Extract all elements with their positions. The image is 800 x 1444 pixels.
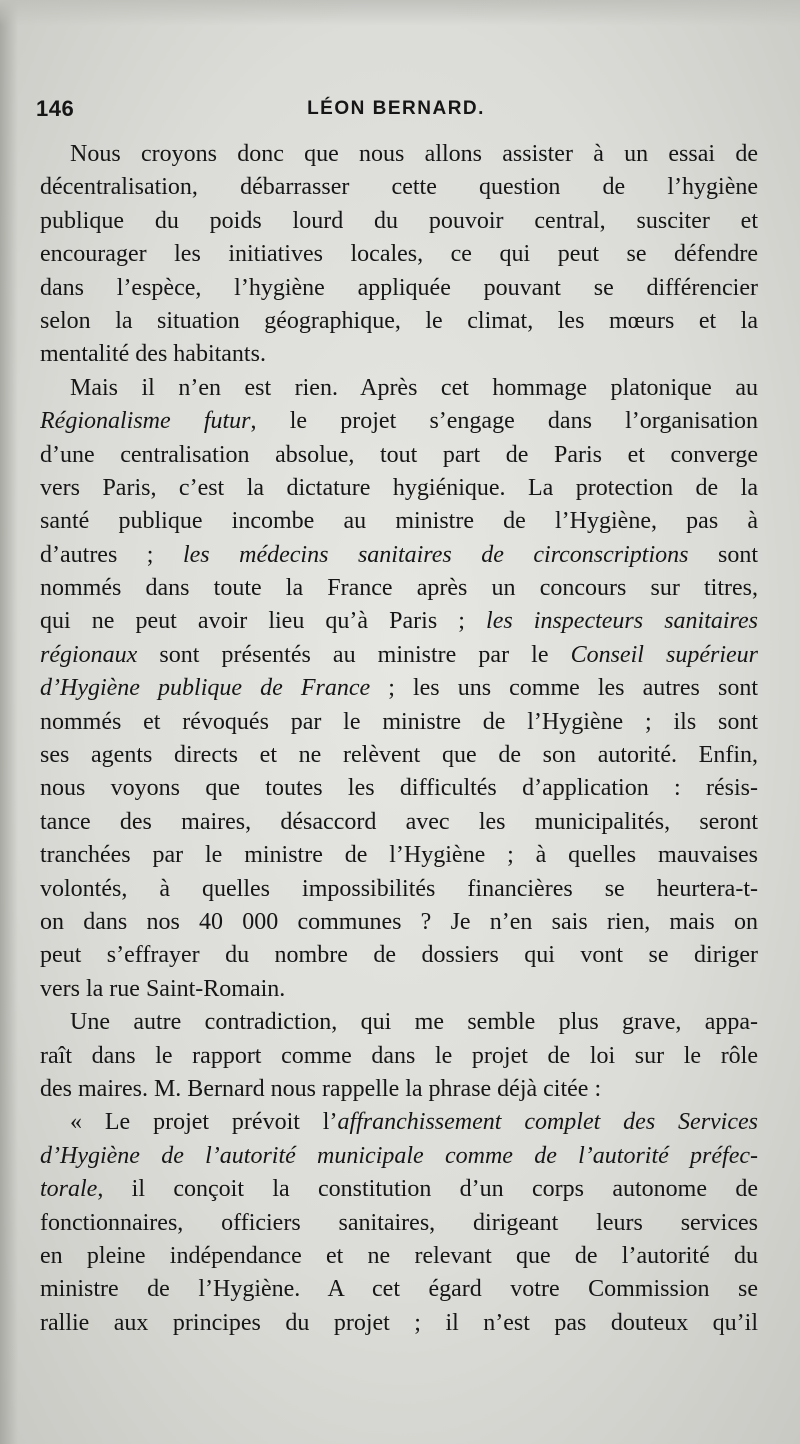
italic-text: torale (40, 1176, 98, 1203)
text-run: tance des maires, désaccord avec les municipalités, seront (40, 808, 758, 835)
text-run: encourager les initiatives locales, ce qui peut se défendre (40, 241, 758, 268)
text-run: vers Paris, c’est la dictature hygiénique. La protection de la (40, 474, 758, 501)
text-line (40, 772, 758, 805)
running-head: LÉON BERNARD. (307, 98, 485, 119)
text-line (40, 305, 758, 338)
text-run: Une autre contradiction, qui me semble plus grave, appa- (70, 1009, 758, 1036)
text-line (40, 873, 758, 906)
text-line (40, 1040, 758, 1073)
text-line (40, 1140, 758, 1173)
italic-text: affranchissement complet des Services (337, 1109, 758, 1136)
text-run: fonctionnaires, officiers sanitaires, dirigeant leurs services (40, 1209, 758, 1236)
text-line (40, 138, 758, 171)
text-run: peut s’effrayer du nombre de dossiers qui vont se diriger (40, 942, 758, 969)
text-line (40, 1240, 758, 1273)
text-line (40, 806, 758, 839)
italic-text: Régionalisme futur (40, 408, 251, 435)
text-line (40, 439, 758, 472)
italic-text: régionaux (40, 641, 138, 668)
page-shadow-top (0, 0, 800, 26)
text-run: vers la rue Saint-Romain. (40, 975, 286, 1002)
text-line (40, 839, 758, 872)
page-number: 146 (36, 96, 75, 121)
text-line (40, 405, 758, 438)
italic-text: Conseil supérieur (570, 641, 758, 668)
text-line (40, 739, 758, 772)
text-line (40, 338, 758, 371)
text-line (40, 706, 758, 739)
text-run: ministre de l’Hygiène. A cet égard votre Commission se (40, 1276, 758, 1303)
text-line (40, 973, 758, 1006)
text-run: « Le projet prévoit l’ (70, 1109, 338, 1136)
text-run: ; les uns comme les autres sont (370, 675, 758, 702)
text-run: mentalité des habitants. (40, 341, 266, 368)
body-text (40, 138, 758, 1340)
text-line (40, 372, 758, 405)
text-run: en pleine indépendance et ne relevant que de l’autorité du (40, 1242, 758, 1269)
text-line (40, 939, 758, 972)
text-line (40, 1173, 758, 1206)
text-line (40, 605, 758, 638)
text-line (40, 238, 758, 271)
text-run: nous voyons que toutes les difficultés d’application : résis- (40, 775, 758, 802)
italic-text: d’Hygiène de l’autorité municipale comme de l’autorité préfec- (40, 1142, 758, 1169)
italic-text: les inspecteurs sanitaires (486, 608, 758, 635)
text-line (40, 1207, 758, 1240)
italic-text: d’Hygiène publique de France (40, 675, 371, 702)
text-run: publique du poids lourd du pouvoir central, susciter et (40, 207, 758, 234)
text-run: dans l’espèce, l’hygiène appliquée pouvant se différencier (40, 274, 758, 301)
text-line (40, 205, 758, 238)
text-run: rallie aux principes du projet ; il n’est pas douteux qu’il (40, 1309, 758, 1336)
text-run: selon la situation géographique, le climat, les mœurs et la (40, 307, 758, 334)
text-run: , le projet s’engage dans l’organisation (250, 408, 758, 435)
text-run: des maires. M. Bernard nous rappelle la phrase déjà citée : (40, 1075, 602, 1102)
text-line (40, 505, 758, 538)
text-run: ses agents directs et ne relèvent que de son autorité. Enfin, (40, 742, 758, 769)
text-run: nommés dans toute la France après un concours sur titres, (40, 575, 758, 602)
text-run: qui ne peut avoir lieu qu’à Paris ; (40, 608, 487, 635)
text-run: décentralisation, débarrasser cette question de l’hygiène (40, 174, 758, 201)
text-run: nommés et révoqués par le ministre de l’Hygiène ; ils sont (40, 708, 758, 735)
text-line (40, 639, 758, 672)
text-line (40, 272, 758, 305)
text-line (40, 1106, 758, 1139)
text-line (40, 539, 758, 572)
page-header (36, 96, 756, 126)
text-run: Mais il n’en est rien. Après cet hommage platonique au (70, 374, 758, 401)
page-shadow-left (0, 0, 18, 1444)
text-line (40, 472, 758, 505)
text-run: raît dans le rapport comme dans le projet de loi sur le rôle (40, 1042, 758, 1069)
text-line (40, 1006, 758, 1039)
text-run: on dans nos 40 000 communes ? Je n’en sais rien, mais on (40, 908, 758, 935)
text-line (40, 572, 758, 605)
text-line (40, 1307, 758, 1340)
text-run: santé publique incombe au ministre de l’Hygiène, pas à (40, 508, 758, 535)
text-line (40, 906, 758, 939)
text-run: sont présentés au ministre par le (137, 641, 571, 668)
italic-text: les médecins sanitaires de circonscriptions (182, 541, 689, 568)
text-run: Nous croyons donc que nous allons assister à un essai de (70, 141, 758, 167)
text-run: , il conçoit la constitution d’un corps autonome de (97, 1176, 758, 1203)
text-run: tranchées par le ministre de l’Hygiène ; à quelles mauvaises (40, 842, 758, 869)
text-run: d’autres ; (40, 541, 183, 568)
text-line (40, 1073, 758, 1106)
text-run: sont (688, 541, 758, 568)
text-line (40, 672, 758, 705)
text-run: d’une centralisation absolue, tout part de Paris et converge (40, 441, 758, 468)
text-line (40, 1273, 758, 1306)
text-run: volontés, à quelles impossibilités financières se heurtera-t- (40, 875, 758, 902)
text-line (40, 171, 758, 204)
